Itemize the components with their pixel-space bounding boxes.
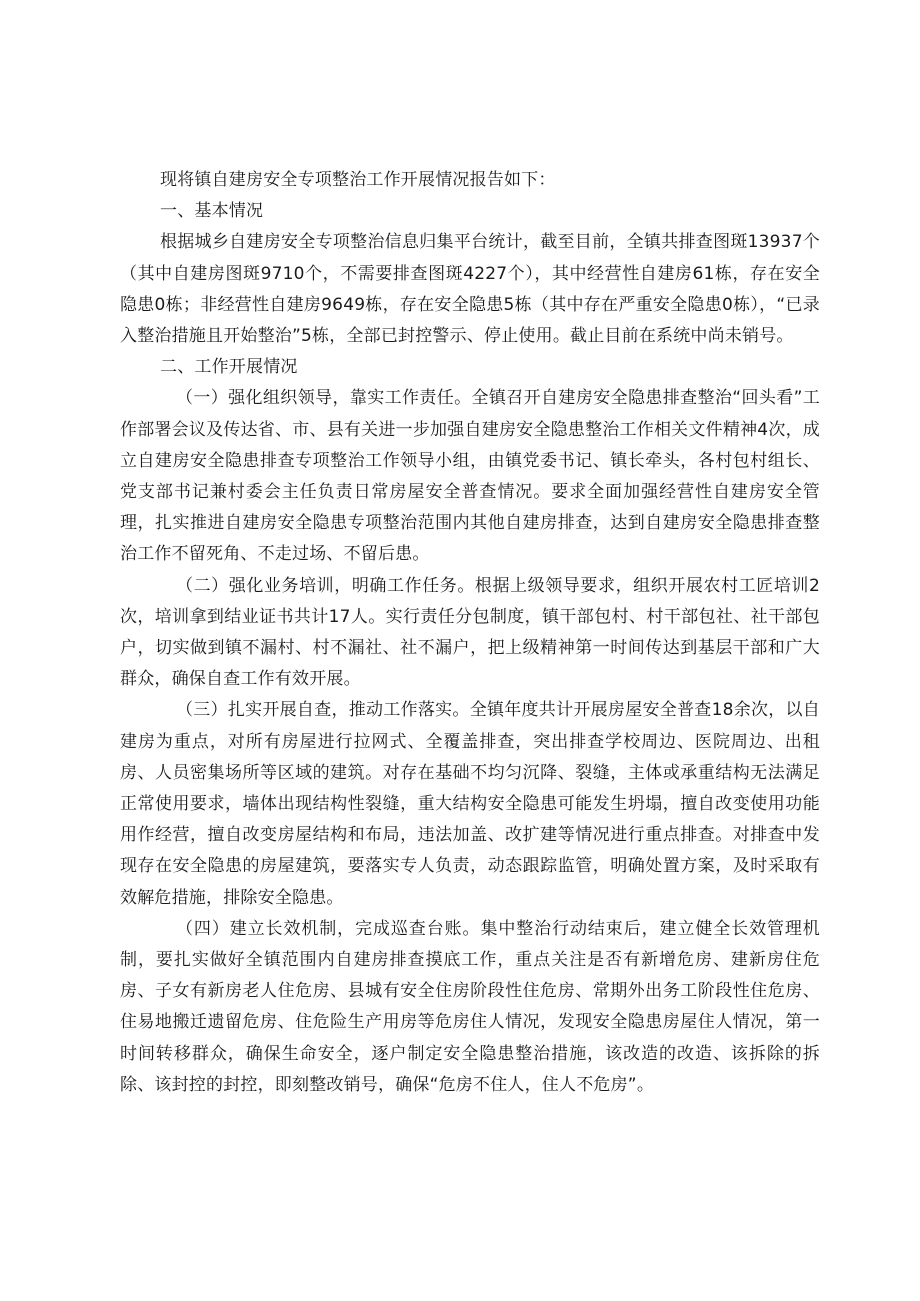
document-body bbox=[120, 165, 820, 1101]
intro-paragraph: 现将镇自建房安全专项整治工作开展情况报告如下： bbox=[160, 170, 556, 190]
work-item-2: （二）强化业务培训，明确工作任务。根据上级领导要求，组织开展农村工匠培训2次，培训拿到结业证书共计17人。实行责任分包制度，镇干部包村、村干部包社、社干部包户，切实做到镇不漏村、村不漏社、社不漏户，把上级精神第一时间传达到基层干部和广大群众，确保自查工作有效开展。 bbox=[120, 575, 820, 690]
work-item-4: （四）建立长效机制，完成巡查台账。集中整治行动结束后，建立健全长效管理机制，要扎实做好全镇范围内自建房排查摸底工作，重点关注是否有新增危房、建新房住危房、子女有新房老人住危房、县城有安全住房阶段性住危房、常期外出务工阶段性住危房、住易地搬迁遗留危房、住危险生产用房等危房住人情况，发现安全隐患房屋住人情况，第一时间转移群众，确保生命安全，逐户制定安全隐患整治措施，该改造的改造、该拆除的拆除、该封控的封控，即刻整改销号，确保“危房不住人，住人不危房”。 bbox=[120, 918, 820, 1095]
section-2-heading: 二、工作开展情况 bbox=[160, 357, 298, 378]
section-1-body: 根据城乡自建房安全专项整治信息归集平台统计，截至目前，全镇共排查图斑13937个（其中自建房图斑9710个，不需要排查图斑4227个），其中经营性自建房61栋，存在安全隐患0栋；非经营性自建房9649栋，存在安全隐患5栋（其中存在严重安全隐患0栋），“已录入整治措施且开始整治”5栋，全部已封控警示、停止使用。截止目前在系统中尚未销号。 bbox=[120, 232, 820, 347]
work-item-3: （三）扎实开展自查，推动工作落实。全镇年度共计开展房屋安全普查18余次，以自建房为重点，对所有房屋进行拉网式、全覆盖排查，突出排查学校周边、医院周边、出租房、人员密集场所等区域的建筑。对存在基础不均匀沉降、裂缝，主体或承重结构无法满足正常使用要求，墙体出现结构性裂缝，重大结构安全隐患可能发生坍塌，擅自改变使用功能用作经营，擅自改变房屋结构和布局，违法加盖、改扩建等情况进行重点排查。对排查中发现存在安全隐患的房屋建筑，要落实专人负责，动态跟踪监管，明确处置方案，及时采取有效解危措施，排除安全隐患。 bbox=[120, 700, 820, 908]
section-1-heading: 一、基本情况 bbox=[160, 201, 264, 222]
work-item-1: （一）强化组织领导，靠实工作责任。全镇召开自建房安全隐患排查整治“回头看”工作部署会议及传达省、市、县有关进一步加强自建房安全隐患整治工作相关文件精神4次，成立自建房安全隐患排查专项整治工作领导小组，由镇党委书记、镇长牵头，各村包村组长、党支部书记兼村委会主任负责日常房屋安全普查情况。要求全面加强经营性自建房安全管理，扎实推进自建房安全隐患专项整治范围内其他自建房排查，达到自建房安全隐患排查整治工作不留死角、不走过场、不留后患。 bbox=[120, 388, 820, 565]
